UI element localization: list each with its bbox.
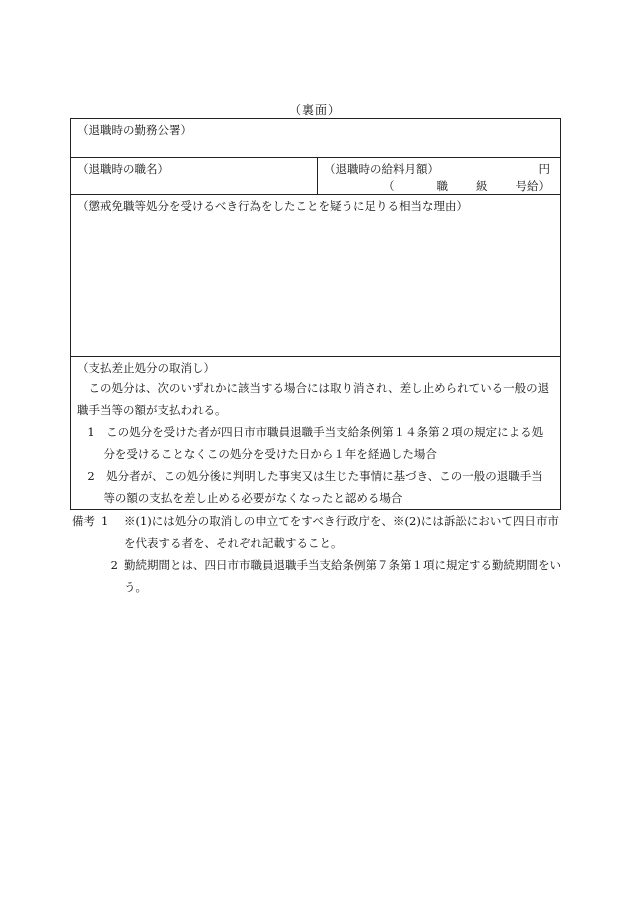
office-row bbox=[71, 119, 561, 158]
salary-grade-gokyu: 号給） bbox=[515, 179, 550, 193]
disposition-form-table bbox=[70, 118, 561, 510]
cancellation-body bbox=[71, 377, 560, 509]
note-number: 1 bbox=[101, 514, 109, 528]
cancellation-intro: この処分は、次のいずれかに該当する場合には取り消され、差し止められている一般の退職手当等の額が支払われる。 bbox=[77, 381, 550, 417]
salary-grade-paren-open: （ bbox=[383, 179, 395, 193]
cancellation-cell bbox=[71, 357, 561, 510]
salary-grade-shoku: 職 bbox=[436, 179, 448, 193]
note-text: 勤続期間とは、四日市市職員退職手当支給条例第７条第１項に規定する勤続期間をいう。 bbox=[124, 558, 561, 594]
salary-label: （退職時の給料月額） bbox=[324, 162, 439, 176]
reason-label: （懲戒免職等処分を受けるべき行為をしたことを疑うに足りる相当な理由） bbox=[77, 199, 468, 213]
reason-cell[interactable] bbox=[71, 195, 561, 357]
note-number: 2 bbox=[110, 558, 118, 572]
notes-section bbox=[72, 510, 562, 598]
cancellation-item-text: この処分を受けた者が四日市市職員退職手当支給条例第１４条第２項の規定による処分を受けることなくこの処分を受けた日から１年を経過した場合 bbox=[103, 425, 544, 461]
salary-top-line bbox=[318, 158, 560, 178]
page-heading: （裏面） bbox=[288, 103, 341, 117]
salary-grade-line bbox=[318, 178, 560, 194]
office-cell[interactable] bbox=[71, 119, 561, 158]
job-title-cell[interactable] bbox=[71, 158, 318, 195]
cancellation-item-1 bbox=[77, 421, 552, 465]
note-text: ※(1)には処分の取消しの申立てをすべき行政庁を、※(2)には訴訟において四日市市を代表する者を、それぞれ記載すること。 bbox=[124, 514, 559, 550]
salary-yen-unit: 円 bbox=[538, 162, 550, 176]
cancellation-item-text: 処分者が、この処分後に判明した事実又は生じた事情に基づき、この一般の退職手当等の額の支払を差し止める必要がなくなったと認める場合 bbox=[103, 469, 543, 505]
cancellation-item-number: 1 bbox=[87, 425, 95, 439]
salary-cell[interactable] bbox=[318, 158, 561, 195]
office-label: （退職時の勤務公署） bbox=[77, 123, 192, 137]
cancellation-label: （支払差止処分の取消し） bbox=[77, 361, 215, 375]
cancellation-row bbox=[71, 357, 561, 510]
job-title-label: （退職時の職名） bbox=[77, 162, 169, 176]
notes-prefix: 備考 bbox=[72, 514, 95, 528]
cancellation-item-number: 2 bbox=[87, 469, 95, 483]
reason-row bbox=[71, 195, 561, 357]
cancellation-item-2 bbox=[77, 465, 552, 509]
title-salary-row bbox=[71, 158, 561, 195]
note-1 bbox=[72, 510, 562, 554]
note-2 bbox=[72, 554, 562, 598]
salary-grade-kyu: 級 bbox=[476, 179, 488, 193]
